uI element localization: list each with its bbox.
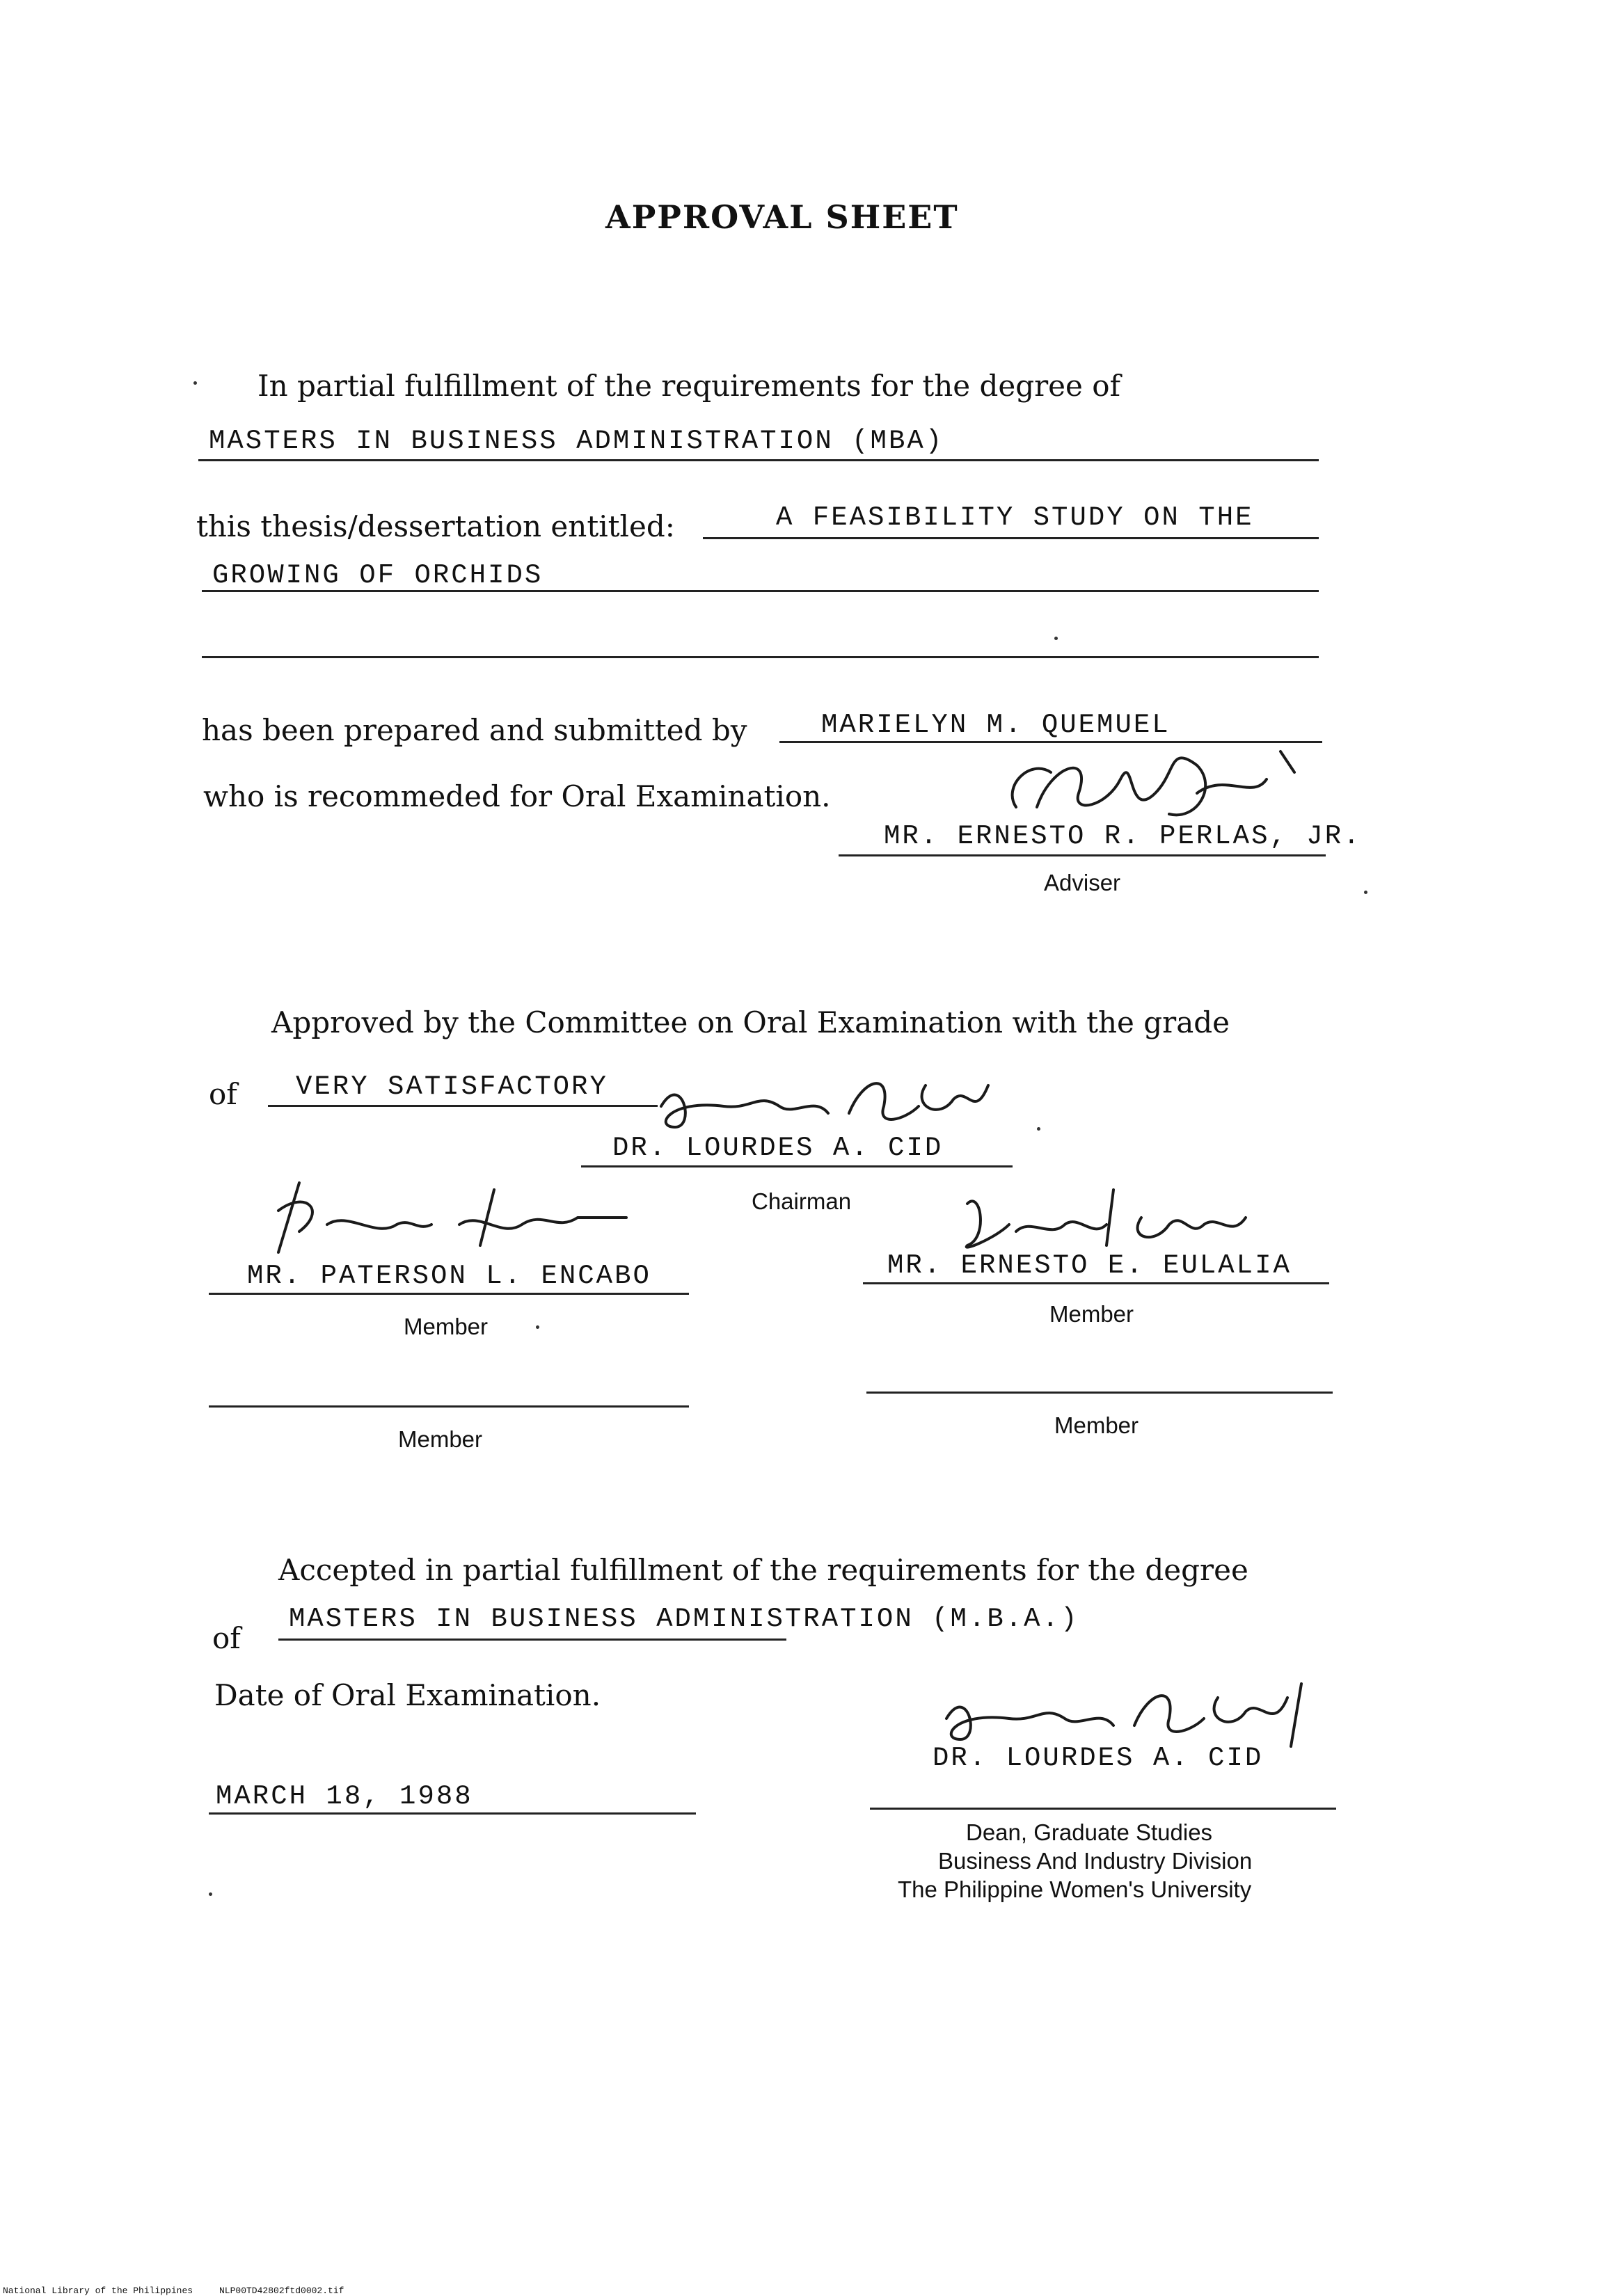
adviser-role: Adviser	[1044, 870, 1121, 895]
acceptance-line: Accepted in partial fulfillment of the requirements for the degree	[278, 1553, 1248, 1587]
grade-value: VERY SATISFACTORY	[296, 1071, 608, 1102]
student-name: MARIELYN M. QUEMUEL	[821, 710, 1171, 740]
chairman-signature	[640, 1058, 1002, 1141]
member3-underline	[209, 1405, 689, 1408]
dean-title-2: Business And Industry Division	[938, 1848, 1253, 1874]
dean-title-1: Dean, Graduate Studies	[966, 1819, 1213, 1845]
scan-speck	[209, 1892, 212, 1896]
member4-underline	[866, 1392, 1333, 1394]
chairman-role: Chairman	[752, 1188, 852, 1214]
footer-library: National Library of the Philippines	[3, 2286, 193, 2296]
dean-title-3: The Philippine Women's University	[898, 1876, 1252, 1902]
member2-signature	[953, 1176, 1287, 1259]
member2-underline	[863, 1282, 1329, 1284]
acceptance-of-label: of	[212, 1621, 241, 1655]
member1-underline	[209, 1293, 689, 1295]
dean-underline	[870, 1808, 1336, 1810]
acceptance-degree-underline	[278, 1639, 786, 1641]
oral-exam-date-underline	[209, 1812, 696, 1815]
member3-role: Member	[398, 1426, 483, 1452]
footer-file: NLP00TD42802ftd0002.tif	[219, 2286, 344, 2296]
scan-speck	[1364, 891, 1367, 894]
adviser-underline	[839, 854, 1326, 856]
oral-exam-date: MARCH 18, 1988	[216, 1781, 473, 1812]
recommended-line: who is recommeded for Oral Examination.	[203, 779, 831, 813]
member4-role: Member	[1054, 1412, 1139, 1438]
scan-speck	[1037, 1127, 1040, 1131]
thesis-title-underline-2	[202, 590, 1319, 592]
page-title: APPROVAL SHEET	[605, 198, 959, 236]
scan-speck	[1054, 637, 1058, 640]
member2-name: MR. ERNESTO E. EULALIA	[887, 1250, 1292, 1281]
member1-role: Member	[404, 1314, 489, 1339]
thesis-label: this thesis/dessertation entitled:	[196, 509, 675, 543]
degree-underline	[198, 459, 1319, 461]
dean-signature	[926, 1670, 1329, 1753]
grade-underline	[268, 1105, 658, 1107]
scan-speck	[193, 381, 197, 385]
thesis-title-line-1: A FEASIBILITY STUDY ON THE	[776, 502, 1254, 533]
scan-speck	[536, 1325, 539, 1329]
oral-exam-date-label: Date of Oral Examination.	[214, 1678, 601, 1712]
member1-signature	[251, 1169, 640, 1266]
chairman-underline	[581, 1165, 1013, 1167]
intro-requirements-line: In partial fulfillment of the requirements for the degree of	[257, 369, 1121, 403]
acceptance-degree: MASTERS IN BUSINESS ADMINISTRATION (M.B.A.)	[289, 1604, 1079, 1634]
member1-name: MR. PATERSON L. ENCABO	[247, 1261, 651, 1291]
dean-name: DR. LOURDES A. CID	[933, 1743, 1264, 1773]
grade-of-label: of	[209, 1077, 237, 1111]
degree-name: MASTERS IN BUSINESS ADMINISTRATION (MBA)	[209, 426, 944, 456]
thesis-title-line-2: GROWING OF ORCHIDS	[212, 560, 544, 591]
approved-line: Approved by the Committee on Oral Examination with the grade	[271, 1005, 1230, 1039]
chairman-name: DR. LOURDES A. CID	[612, 1133, 944, 1163]
thesis-title-underline-3	[202, 656, 1319, 658]
adviser-name: MR. ERNESTO R. PERLAS, JR.	[884, 821, 1362, 852]
submitted-label: has been prepared and submitted by	[202, 713, 747, 747]
thesis-title-underline-1	[703, 537, 1319, 539]
member2-role: Member	[1049, 1301, 1134, 1327]
